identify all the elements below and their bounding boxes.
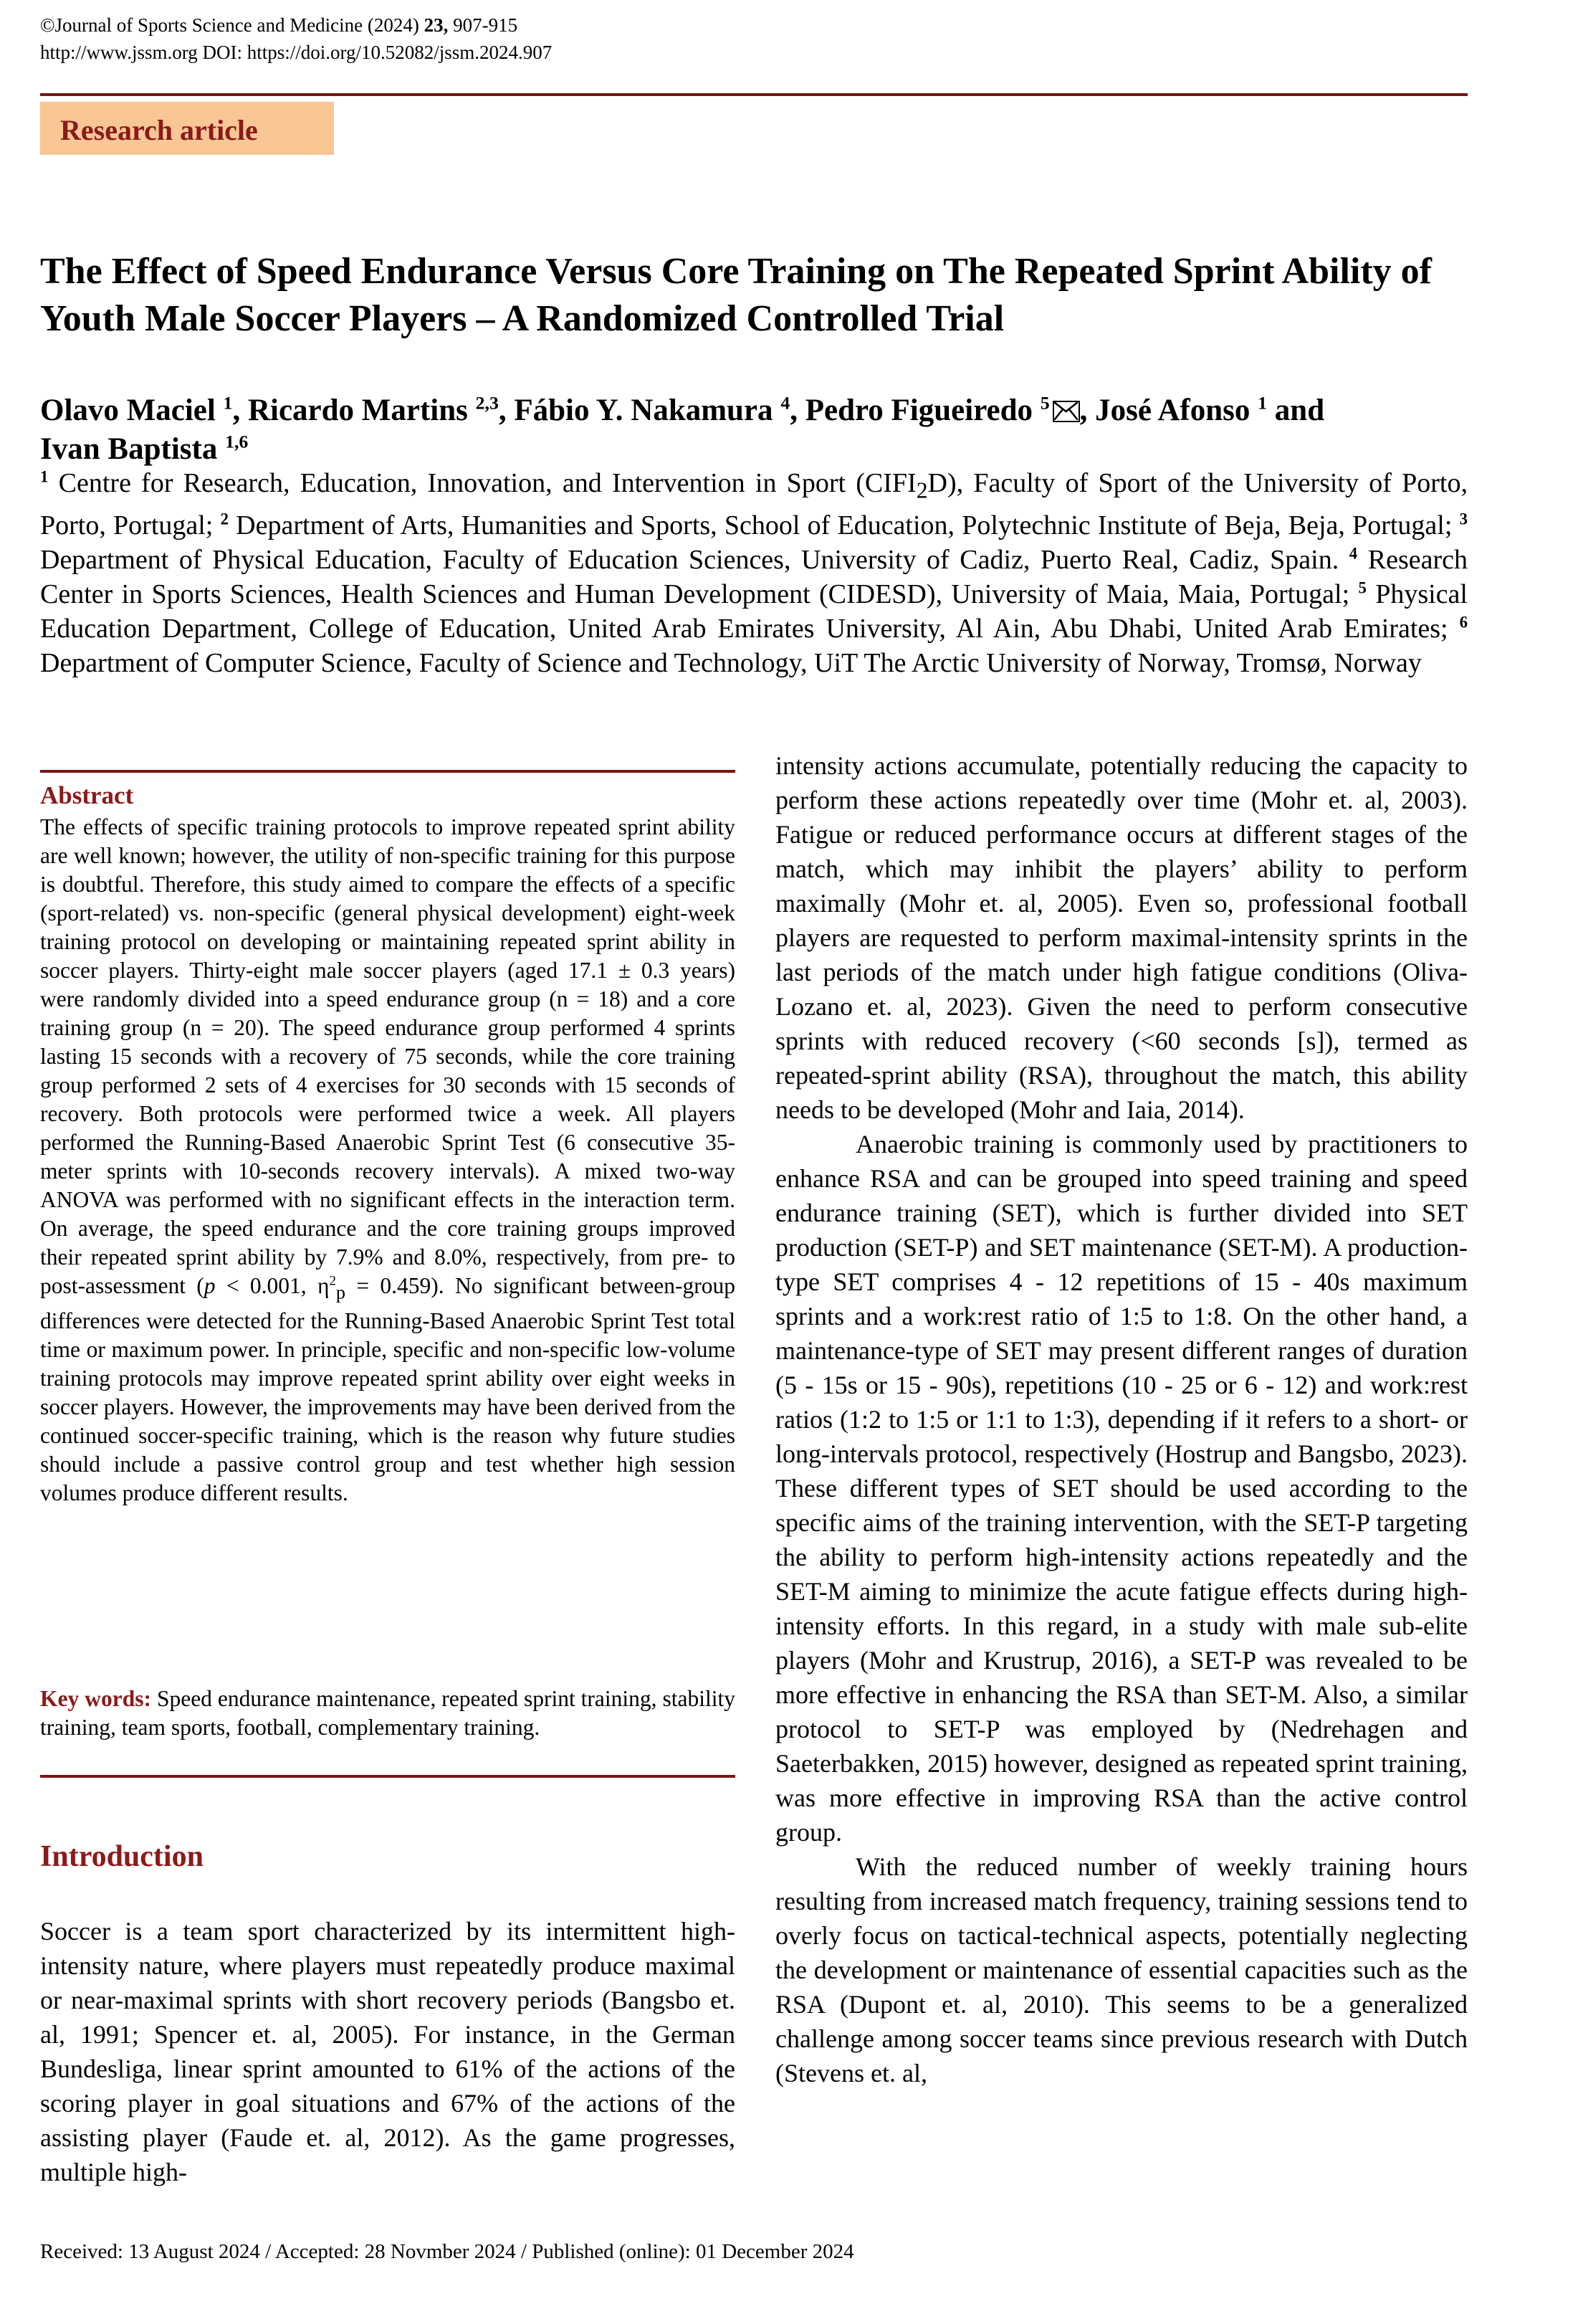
author-name: José Afonso bbox=[1095, 394, 1251, 427]
journal-citation: ©Journal of Sports Science and Medicine (2024) bbox=[40, 14, 424, 36]
abstract-p-symbol: p bbox=[204, 1273, 216, 1298]
keywords bbox=[40, 1685, 735, 1742]
body-paragraph: intensity actions accumulate, potentially reducing the capacity to perform these actions repeatedly over time (Mohr et. al, 2003). Fatigue or reduced performance occurs at different stages of the match, which may inhibit the players’ ability to perform maximally (Mohr et. al, 2005). Even so, professional football players are requested to perform maximal-intensity sprints in the last periods of the match under high fatigue conditions (Oliva-Lozano et. al, 2023). Given the need to perform consecutive sprints with reduced recovery (<60 seconds [s]), termed as repeated-sprint ability (RSA), throughout the match, this ability needs to be developed (Mohr and Iaia, 2014). bbox=[775, 751, 1468, 1124]
abstract-body bbox=[40, 813, 735, 1508]
mail-icon[interactable] bbox=[1053, 401, 1080, 422]
affiliation-text: Physical Education Department, College of Education, United Arab Emirates University, Al Ain, Abu Dhabi, United Arab Emirates; bbox=[40, 578, 1468, 644]
affiliation-text: Department of Computer Science, Faculty of Science and Technology, UiT The Arctic University of Norway, Tromsø, Norway bbox=[40, 647, 1422, 678]
author-separator: , bbox=[232, 394, 248, 427]
author-list bbox=[40, 391, 1473, 469]
author-separator: , bbox=[498, 394, 515, 427]
abstract-bottom-rule bbox=[40, 1775, 735, 1778]
article-type-badge bbox=[40, 102, 334, 155]
article-type-label: Research article bbox=[60, 114, 258, 146]
journal-doi[interactable]: http://www.jssm.org DOI: https://doi.org/10.52082/jssm.2024.907 bbox=[40, 42, 553, 63]
author-separator: , bbox=[1079, 394, 1096, 427]
author-name: Ivan Baptista bbox=[40, 432, 218, 466]
author-name: Olavo Maciel bbox=[40, 394, 216, 427]
affiliation-marker: 5 bbox=[1358, 578, 1367, 596]
article-title: The Effect of Speed Endurance Versus Core Training on The Repeated Sprint Ability of Youth Male Soccer Players – A Randomized Controlled Trial bbox=[40, 251, 1432, 339]
abstract-top-rule bbox=[40, 770, 735, 773]
header-rule bbox=[40, 93, 1468, 96]
keywords-text: Speed endurance maintenance, repeated sprint training, stability training, team sports, football, complementary training. bbox=[40, 1686, 736, 1740]
introduction-right-column bbox=[775, 748, 1468, 2090]
author-separator: , bbox=[790, 394, 805, 427]
author-affiliation-marker: 1,6 bbox=[225, 431, 249, 452]
abstract-eta-subscript: p bbox=[335, 1282, 346, 1303]
affiliation-text: Department of Arts, Humanities and Sports, School of Education, Polytechnic Institute of Beja, Beja, Portugal; bbox=[228, 510, 1460, 540]
keywords-label: Key words: bbox=[40, 1686, 151, 1711]
affiliation-text: Centre for Research, Education, Innovation, and Intervention in Sport (CIFI bbox=[48, 468, 917, 498]
affiliations bbox=[40, 466, 1468, 680]
affiliation-marker: 3 bbox=[1459, 509, 1468, 528]
affiliation-text: Research Center in Sports Sciences, Health Sciences and Human Development (CIDESD), University of Maia, Maia, Portugal; bbox=[40, 544, 1468, 609]
affiliation-marker: 6 bbox=[1459, 612, 1468, 631]
affiliation-subscript: 2 bbox=[916, 477, 928, 503]
abstract-eta-superscript: 2 bbox=[329, 1273, 336, 1289]
introduction-heading: Introduction bbox=[40, 1840, 204, 1873]
author-affiliation-marker: 2,3 bbox=[475, 392, 499, 414]
journal-header bbox=[40, 11, 552, 66]
abstract-text: The effects of specific training protocols to improve repeated sprint ability are well known; however, the utility of non-specific training for this purpose is doubtful. Therefore, this study aimed to compare the effects of a specific (sport-related) vs. non-specific (general physical development) eight-week training protocol on developing or maintaining repeated sprint ability in soccer players. Thirty-eight male soccer players (aged 17.1 ± 0.3 years) were randomly divided into a speed endurance group (n = 18) and a core training group (n = 20). The speed endurance group performed 4 sprints lasting 15 seconds with a recovery of 75 seconds, while the core training group performed 2 sets of 4 exercises for 30 seconds with 15 seconds of recovery. Both protocols were performed twice a week. All players performed the Running-Based Anaerobic Sprint Test (6 consecutive 35-meter sprints with 10-seconds recovery intervals). A mixed two-way ANOVA was performed with no significant effects in the interaction term. On average, the speed endurance and the core training groups improved their repeated sprint ability by 7.9% and 8.0%, respectively, from pre- to post-assessment ( bbox=[40, 814, 735, 1298]
affiliation-marker: 2 bbox=[220, 509, 229, 528]
author-affiliation-marker: 1 bbox=[1258, 392, 1268, 414]
author-name: Fábio Y. Nakamura bbox=[514, 394, 773, 427]
affiliation-text: D), Faculty of Sport of the University of Porto, Porto, Portugal; bbox=[40, 468, 1468, 540]
affiliation-marker: 4 bbox=[1349, 543, 1358, 562]
journal-volume: 23, bbox=[424, 14, 449, 36]
author-name: Ricardo Martins bbox=[247, 394, 468, 427]
received-dates: Received: 13 August 2024 / Accepted: 28 Novmber 2024 / Published (online): 01 December 2024 bbox=[40, 2240, 854, 2263]
author-affiliation-marker: 4 bbox=[780, 392, 790, 414]
affiliation-text: Department of Physical Education, Faculty of Education Sciences, University of Cadiz, Puerto Real, Cadiz, Spain. bbox=[40, 544, 1349, 575]
abstract-heading: Abstract bbox=[40, 781, 134, 809]
body-paragraph: With the reduced number of weekly training hours resulting from increased match frequency, training sessions tend to overly focus on tactical-technical aspects, potentially neglecting the development or maintenance of essential capacities such as the RSA (Dupont et. al, 2010). This seems to be a generalized challenge among soccer teams since previous research with Dutch (Stevens et. al, bbox=[775, 1852, 1468, 2087]
journal-pages: 907-915 bbox=[448, 14, 518, 36]
introduction-left-column: Soccer is a team sport characterized by its intermittent high-intensity nature, where players must repeatedly produce maximal or near-maximal sprints with short recovery periods (Bangsbo et. al, 1991; Spencer et. al, 2005). For instance, in the German Bundesliga, linear sprint amounted to 61% of the actions of the scoring player in goal situations and 67% of the actions of the assisting player (Faude et. al, 2012). As the game progresses, multiple high- bbox=[40, 1917, 735, 2186]
author-separator: and bbox=[1267, 394, 1325, 427]
author-affiliation-marker: 5 bbox=[1040, 392, 1050, 414]
author-name: Pedro Figueiredo bbox=[805, 394, 1033, 427]
author-affiliation-marker: 1 bbox=[223, 392, 233, 414]
abstract-text: = 0.459). No significant between-group differences were detected for the Running-Based Anaerobic Sprint Test total time or maximum power. In principle, specific and non-specific low-volume training protocols may improve repeated sprint ability over eight weeks in soccer players. However, the improvements may have been derived from the continued soccer-specific training, which is the reason why future studies should include a passive control group and test whether high session volumes produce different results. bbox=[40, 1273, 735, 1506]
body-paragraph: Anaerobic training is commonly used by practitioners to enhance RSA and can be grouped into speed training and speed endurance training (SET), which is further divided into SET production (SET-P) and SET maintenance (SET-M). A production-type SET comprises 4 - 12 repetitions of 15 - 40s maximum sprints and a work:rest ratio of 1:5 to 1:8. On the other hand, a maintenance-type of SET may present different ranges of duration (5 - 15s or 15 - 90s), repetitions (10 - 25 or 6 - 12) and work:rest ratios (1:2 to 1:5 or 1:1 to 1:3), depending if it refers to a short- or long-intervals protocol, respectively (Hostrup and Bangsbo, 2023). These different types of SET should be used according to the specific aims of the training intervention, with the SET-P targeting the ability to perform high-intensity actions repeatedly and the SET-M aiming to minimize the acute fatigue effects during high-intensity efforts. In this regard, in a study with male sub-elite players (Mohr and Krustrup, 2016), a SET-P was revealed to be more effective in enhancing the RSA than SET-M. Also, a similar protocol to SET-P was employed by (Nedrehagen and Saeterbakken, 2015) however, designed as repeated sprint training, was more effective in improving RSA than the active control group. bbox=[775, 1130, 1468, 1847]
abstract-text: < 0.001, η bbox=[215, 1273, 330, 1298]
affiliation-marker: 1 bbox=[40, 467, 49, 486]
